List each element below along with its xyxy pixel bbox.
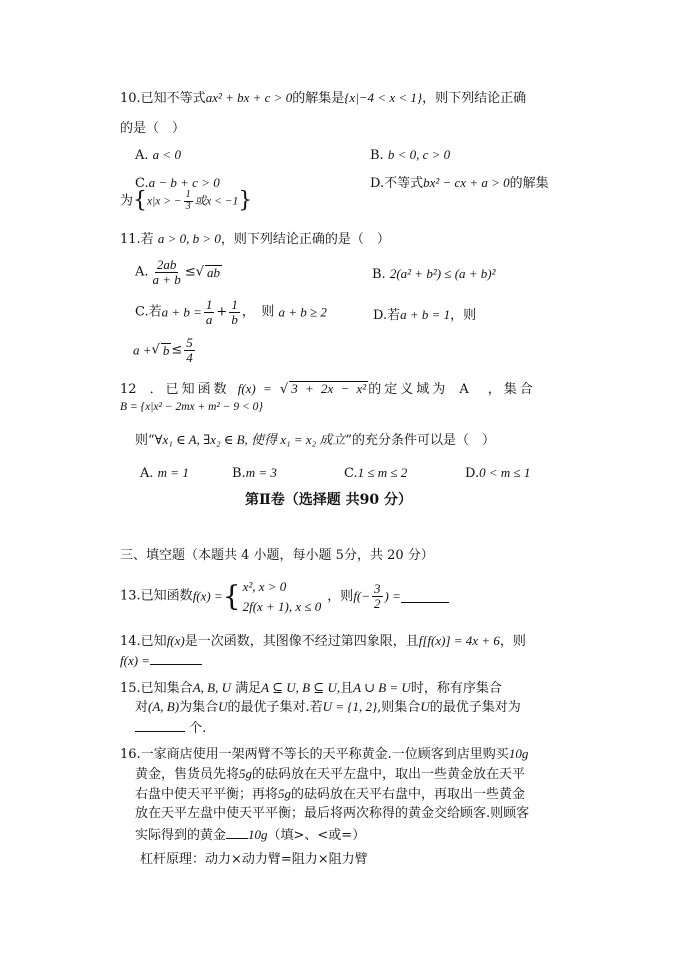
q11-option-a-den: a + b	[152, 271, 181, 287]
q13-call-b: ) =	[384, 588, 401, 604]
q16-line4	[135, 806, 529, 822]
q12-option-a-label: A.	[140, 466, 154, 481]
q11-option-d-den: 4	[186, 349, 193, 365]
q11-option-c-fraction-2	[229, 298, 240, 326]
q14-expr: f[f(x)] = 4x + 6	[418, 633, 500, 648]
q12-option-c-label: C.	[344, 466, 358, 481]
q15-answer-blank[interactable]	[135, 719, 185, 732]
q14-answer-prefix: f(x) =	[120, 653, 151, 668]
q11-option-a-label: A.	[135, 264, 149, 280]
q11-option-c-fraction-1	[204, 298, 215, 326]
q11-option-c-mid: ， 则	[241, 304, 275, 320]
q12-option-a-expr: m = 1	[157, 465, 189, 480]
q11-option-d-cont: a +	[133, 342, 152, 358]
q14-line2	[120, 652, 202, 670]
q13-fraction-den: 2	[374, 596, 381, 611]
q13-func: f(x) =	[192, 588, 223, 604]
q12-stem-sqrt: 3 + 2x − x²	[291, 381, 367, 396]
q16-line3-a: 右盘中使天平平衡；再将	[135, 787, 279, 802]
q16-hint: 杠杆原理：动力×动力臂=阻力×阻力臂	[140, 852, 368, 867]
q12-option-b-expr: m = 3	[245, 465, 277, 480]
q11-option-c-lhs: a + b =	[161, 304, 202, 320]
q12-stem-func: f(x) =	[237, 381, 272, 396]
q11-stem-text-b: ，则下列结论正确的是（ ）	[220, 232, 390, 247]
q12-option-b-label: B.	[232, 466, 246, 481]
q11-option-d-continued	[133, 336, 197, 364]
q10-stem-expr: ax² + bx + c > 0	[205, 90, 293, 105]
q12-option-d-label: D.	[465, 466, 480, 481]
q11-option-c-label: C.若	[135, 304, 162, 320]
q15-line2-e: 的最优子集对为	[429, 700, 521, 715]
q10-stem-text-d: 的是（ ）	[120, 121, 186, 136]
q11-option-b-expr: 2(a² + b²) ≤ (a + b)²	[389, 266, 496, 281]
q10-option-b	[370, 147, 450, 164]
q12-set-b	[120, 399, 263, 415]
q10-option-d-continued	[120, 188, 252, 214]
q15-line3	[135, 719, 206, 737]
q16-line4-text: 放在天平左盘中使天平平衡；最后将两次称得的黄金交给顾客.则顾客	[135, 806, 530, 821]
q12-stem-line2	[135, 432, 495, 449]
q14-stem-text-a: 14.已知	[120, 634, 167, 649]
q10-option-d	[370, 175, 549, 192]
q11-option-a-sqrt-sign: √	[195, 264, 205, 280]
q14-line1	[120, 633, 526, 650]
q13-fraction-num: 3	[374, 581, 381, 597]
q11-option-b	[372, 266, 496, 283]
q16-line1-b: 10g	[508, 746, 529, 761]
q12-sqrt-sign: √	[279, 382, 289, 397]
q16-line3-b: 5g	[278, 786, 292, 801]
q11-option-a-num: 2ab	[156, 257, 177, 272]
q16-line1	[120, 746, 528, 763]
q11-option-c-f1-den: a	[205, 311, 213, 327]
q11-option-d-rel: ≤	[171, 342, 183, 358]
q15-stem-text-c: 且	[340, 681, 354, 696]
q10-set-right-brace: }	[238, 188, 253, 213]
q14-stem-text-b: 是一次函数，其图像不经过第四象限，且	[184, 634, 419, 649]
q10-stem-text-c: ，则下列结论正确	[422, 91, 527, 106]
q11-option-a	[135, 258, 222, 286]
q10-option-b-label: B.	[370, 148, 384, 163]
q13-fraction	[372, 582, 383, 610]
q15-line2-c: 的最优子集对.若	[227, 700, 323, 715]
q11-option-b-label: B.	[372, 267, 386, 282]
q11-option-d-fraction	[184, 336, 195, 364]
q10-option-c-expr: a − b + c > 0	[148, 175, 220, 190]
q10-option-c-label: C.	[135, 176, 149, 191]
q10-option-d-expr: bx² − cx + a > 0	[423, 175, 510, 190]
q13-answer-blank[interactable]	[401, 590, 449, 603]
q11-option-c-f1-num: 1	[205, 297, 213, 312]
q11-option-c-plus: +	[216, 304, 228, 320]
q13-stem-text-b: ，则	[327, 588, 354, 604]
q15-stem-text-d: 时，称有序集合	[410, 681, 502, 696]
q16-answer-blank[interactable]	[226, 826, 248, 839]
q16-line2-a: 黄金，售货员先将	[135, 767, 240, 782]
q11-option-d-label: D.若	[373, 308, 401, 323]
q16-line2	[135, 766, 525, 783]
q11-option-c-result: a + b ≥ 2	[278, 304, 327, 320]
q15-pair: (A, B)	[148, 699, 180, 714]
q15-stem-text-a: 15.已知集合	[120, 681, 193, 696]
q13-case-1: x², x > 0	[242, 579, 287, 594]
q13-piecewise-cases	[243, 577, 322, 616]
q10-option-d-set-a: x|x > −	[147, 195, 182, 208]
q10-option-d-label: D.不等式	[370, 176, 424, 191]
q10-stem-text-a: 10.已知不等式	[120, 91, 206, 106]
q11-option-c-f2-den: b	[231, 311, 238, 327]
q12-option-d-expr: 0 < m ≤ 1	[479, 465, 531, 480]
part-3-title: 三、填空题（本题共 4 小题，每小题 5分，共 20 分）	[120, 548, 434, 563]
q15-line1	[120, 680, 502, 697]
q15-line2-a: 对	[135, 700, 149, 715]
q13-case-2: 2f(x + 1), x ≤ 0	[242, 598, 322, 614]
q12-line2-a: 则“	[135, 433, 155, 448]
q10-option-d-set-fraction	[184, 190, 193, 212]
q10-stem-line1	[120, 90, 526, 107]
q10-option-a	[135, 147, 181, 164]
q12-stem-line1	[120, 381, 536, 398]
q15-line2-d: ,则集合	[377, 700, 421, 715]
q11-stem-text-a: 11.若	[120, 232, 154, 247]
q16-line5-a: 实际得到的黄金	[135, 828, 227, 843]
q16-line1-a: 16.一家商店使用一架两臂不等长的天平称黄金.一位顾客到店里购买	[120, 747, 509, 762]
q11-option-d-num: 5	[186, 335, 193, 350]
q12-stem-text-b: 的定义域为 A ，集合	[368, 382, 536, 397]
q10-option-d-cont: 为	[120, 193, 134, 209]
q14-fx: f(x)	[166, 633, 185, 648]
q14-stem-text-c: ，则	[499, 634, 526, 649]
q10-option-a-label: A.	[135, 148, 149, 163]
q10-option-d-set-b: 或x < −1	[194, 195, 239, 208]
q12-option-b	[232, 465, 277, 482]
q11-option-d-mid: ，则	[450, 308, 477, 323]
q16-line2-c: 的砝码放在天平左盘中，取出一些黄金放在天平	[252, 767, 526, 782]
q15-sets: A, B, U	[192, 680, 231, 695]
q11-option-d-sqrt: b	[162, 342, 170, 358]
q11-option-a-fraction	[151, 258, 183, 286]
q12-option-c-expr: 1 ≤ m ≤ 2	[357, 465, 408, 480]
q13-call-a: f(−	[353, 588, 371, 604]
q13-stem-text-a: 13.已知函数	[120, 588, 193, 604]
q13-piecewise-brace: {	[222, 579, 241, 613]
section-2-title: 第Ⅱ卷（选择题 共90 分）	[245, 492, 413, 508]
q15-u-1: U	[218, 699, 228, 714]
q12-number: 12	[120, 382, 137, 397]
q16-line5	[135, 826, 365, 844]
q11-option-d	[373, 307, 476, 324]
q10-stem-text-b: 的解集是	[292, 91, 345, 106]
q16-line3-c: 的砝码放在天平右盘中，再取出一些黄金	[291, 787, 526, 802]
q16-line5-b: 10g	[248, 827, 268, 842]
q10-stem-line2	[120, 121, 185, 137]
q14-answer-blank[interactable]	[150, 652, 202, 665]
q13	[120, 577, 449, 616]
q11-option-c	[135, 298, 327, 326]
q15-stem-text-b: 满足	[235, 681, 262, 696]
q15-line2-b: 为集合	[179, 700, 219, 715]
q15-line3-text: 个.	[189, 721, 207, 736]
q12-option-d	[465, 465, 530, 482]
q11-option-c-f2-num: 1	[231, 297, 238, 312]
q12-line2-expr: ∀x₁ ∈ A, ∃x₂ ∈ B, 使得 x₁ = x₂ 成立	[154, 432, 346, 447]
q10-option-b-expr: b < 0, c > 0	[387, 147, 451, 162]
q10-fraction-num: 1	[185, 189, 191, 201]
q10-fraction-den: 3	[185, 200, 191, 212]
q15-u-value: U = {1, 2}	[322, 699, 378, 714]
q10-stem-set: {x|−4 < x < 1}	[344, 90, 423, 105]
q10-option-a-expr: a < 0	[152, 147, 181, 162]
q12-set-b-expr: B = {x|x² − 2mx + m² − 9 < 0}	[120, 401, 264, 413]
q15-u-2: U	[420, 699, 430, 714]
q16-line2-b: 5g	[239, 766, 253, 781]
q11-option-a-sqrt: ab	[207, 264, 221, 280]
q11-option-a-rel: ≤	[184, 264, 196, 280]
q15-line2	[135, 699, 521, 716]
q12-line2-b: ”的充分条件可以是（ ）	[345, 433, 496, 448]
q12-option-c	[344, 465, 407, 482]
q10-set-left-brace: {	[133, 188, 148, 213]
q11-option-d-sqrt-sign: √	[151, 342, 160, 358]
q10-option-d-tail: 的解集	[509, 176, 549, 191]
q11-stem	[120, 231, 390, 248]
q12-option-a	[140, 465, 189, 482]
q11-option-d-expr: a + b = 1	[400, 307, 451, 322]
q11-stem-expr: a > 0, b > 0	[157, 231, 221, 246]
q15-union: A ∪ B = U	[353, 680, 411, 695]
q16-line5-c: （填>、<或=）	[267, 828, 366, 843]
q15-condition: A ⊆ U, B ⊆ U,	[261, 680, 341, 695]
q12-stem-text-a: ．已知函数	[149, 382, 230, 397]
q16-line3	[135, 786, 525, 803]
